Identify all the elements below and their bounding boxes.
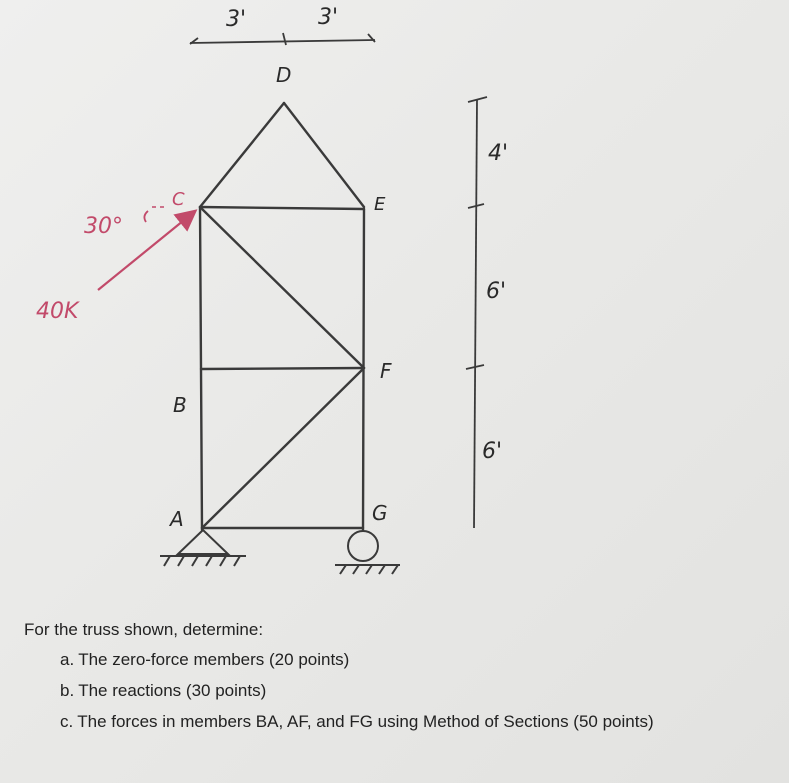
- problem-item-b: [60, 681, 784, 701]
- roller-support: [335, 531, 400, 574]
- member-DE: [284, 103, 364, 207]
- problem-item-a: [60, 650, 784, 670]
- dim-top-left: 3': [226, 7, 247, 32]
- problem-intro: For the truss shown, determine:: [24, 620, 264, 639]
- problem-item-letter: b.: [60, 681, 75, 700]
- problem-item-text: The zero-force members (20 points): [78, 650, 350, 669]
- angle-arc: [144, 211, 148, 222]
- problem-item-letter: a.: [60, 650, 75, 669]
- load-angle-label: 30°: [84, 214, 123, 239]
- problem-item-c: [60, 712, 784, 732]
- joint-label-D: D: [276, 63, 292, 87]
- joint-label-B: B: [173, 393, 187, 417]
- problem-item-letter: c.: [60, 712, 74, 731]
- member-BF: [201, 368, 364, 369]
- pin-support: [160, 530, 246, 566]
- dim-top-right: 3': [318, 5, 339, 30]
- problem-item-text: The reactions (30 points): [78, 681, 267, 700]
- problem-item-text: The forces in members BA, AF, and FG using Method of Sections (50 points): [77, 712, 654, 731]
- truss-members: [200, 103, 364, 530]
- member-CF: [200, 207, 364, 368]
- joint-label-E: E: [374, 194, 386, 215]
- member-AF: [202, 368, 364, 528]
- dim-right-upper: 4': [488, 141, 509, 166]
- joint-label-C: C: [172, 189, 185, 210]
- problem-list: [24, 650, 784, 732]
- dim-right-lower: 6': [482, 439, 503, 464]
- joint-label-A: A: [170, 507, 184, 531]
- member-CE: [200, 207, 364, 209]
- problem-statement: [24, 620, 784, 743]
- joint-label-F: F: [380, 359, 392, 383]
- top-dimension-line: [190, 33, 375, 45]
- load-magnitude-label: 40K: [36, 299, 79, 324]
- member-CD: [200, 103, 284, 207]
- dim-right-middle: 6': [486, 279, 507, 304]
- joint-label-G: G: [372, 501, 388, 525]
